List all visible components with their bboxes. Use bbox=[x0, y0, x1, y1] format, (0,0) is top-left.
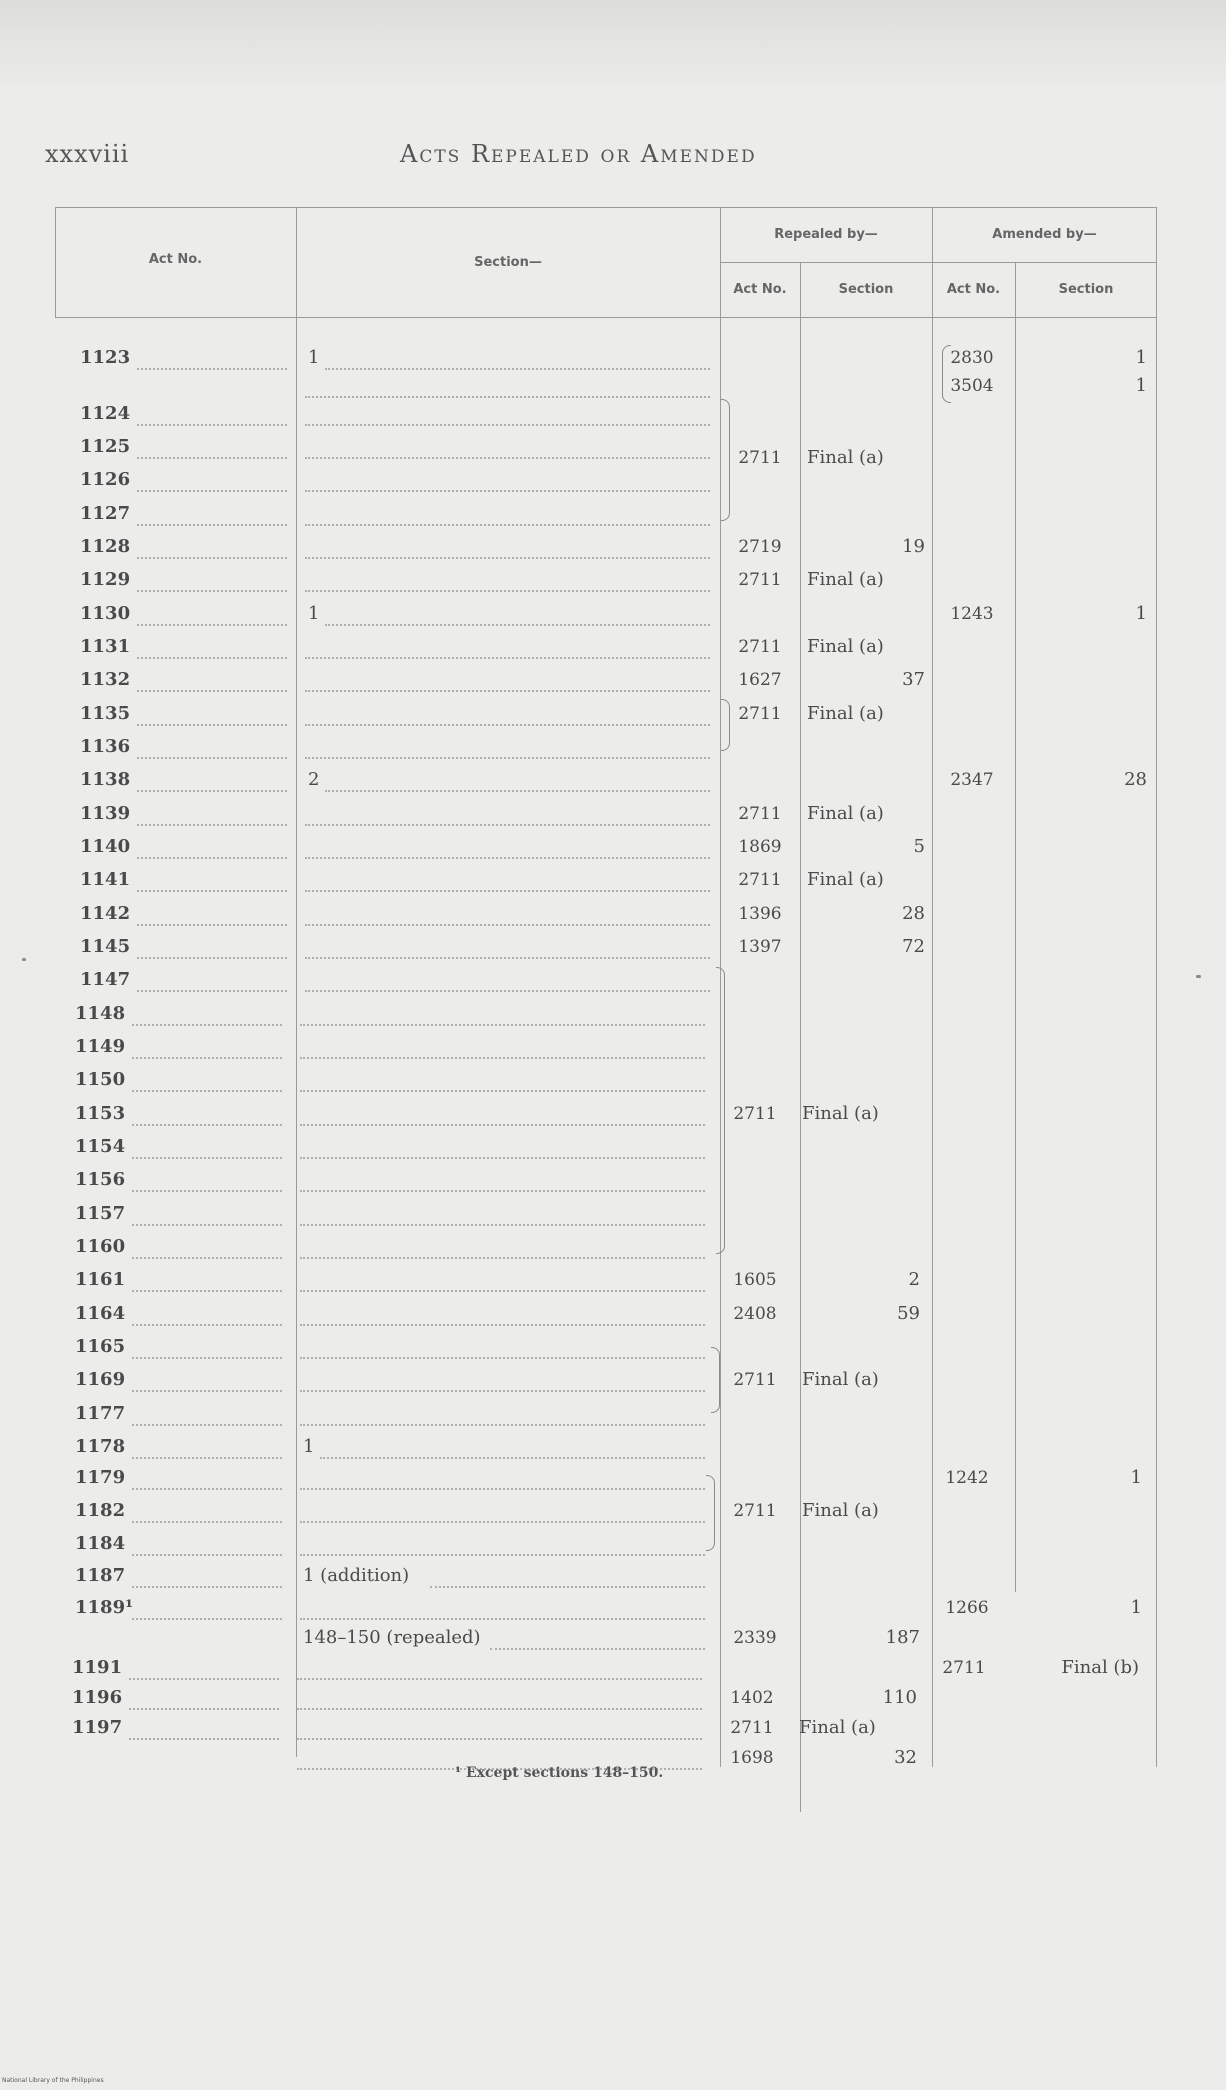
dot-leader bbox=[300, 1324, 705, 1326]
header-repealed-section: Section bbox=[838, 282, 894, 297]
table-row bbox=[55, 703, 1157, 735]
act-number: 1127 bbox=[80, 503, 131, 524]
table-row bbox=[55, 569, 1157, 601]
table-row bbox=[55, 1627, 1157, 1659]
dot-leader bbox=[132, 1124, 282, 1126]
dot-leader bbox=[305, 590, 710, 592]
section-ref: 2 bbox=[308, 769, 320, 790]
repealed-section: Final (a) bbox=[802, 1369, 879, 1390]
repealed-act-no: 2711 bbox=[738, 704, 782, 724]
repealed-section: Final (a) bbox=[807, 869, 884, 890]
dot-leader bbox=[305, 490, 710, 492]
table-row bbox=[55, 803, 1157, 835]
repealed-section: 110 bbox=[882, 1687, 917, 1708]
repealed-act-no: 2711 bbox=[730, 1718, 774, 1738]
dot-leader bbox=[300, 1157, 705, 1159]
dot-leader bbox=[132, 1488, 282, 1490]
act-number: 1131 bbox=[80, 636, 131, 657]
dot-leader bbox=[300, 1257, 705, 1259]
page-number: xxxviii bbox=[45, 140, 130, 168]
act-number: 1125 bbox=[80, 436, 131, 457]
dot-leader bbox=[132, 1090, 282, 1092]
act-number: 1161 bbox=[75, 1269, 126, 1290]
footnote: ¹ Except sections 148–150. bbox=[455, 1765, 664, 1781]
repealed-section: 59 bbox=[897, 1303, 920, 1324]
act-number: 1179 bbox=[75, 1467, 126, 1488]
act-number: 1178 bbox=[75, 1436, 126, 1457]
table-row bbox=[55, 1169, 1157, 1201]
table-row bbox=[55, 503, 1157, 535]
amended-section: 1 bbox=[1135, 603, 1147, 624]
repealed-act-no: 1397 bbox=[738, 937, 782, 957]
act-number: 1191 bbox=[72, 1657, 123, 1678]
repealed-section: 32 bbox=[894, 1747, 917, 1768]
act-number: 1142 bbox=[80, 903, 131, 924]
dot-leader bbox=[300, 1124, 705, 1126]
dot-leader bbox=[300, 1290, 705, 1292]
table-row bbox=[55, 869, 1157, 901]
act-number: 1156 bbox=[75, 1169, 126, 1190]
dot-leader bbox=[132, 1357, 282, 1359]
act-number: 1187 bbox=[75, 1565, 126, 1586]
dot-leader bbox=[137, 368, 287, 370]
repealed-section: 28 bbox=[902, 903, 925, 924]
act-number: 1140 bbox=[80, 836, 131, 857]
act-number: 1138 bbox=[80, 769, 131, 790]
dot-leader bbox=[305, 690, 710, 692]
dot-leader bbox=[305, 957, 710, 959]
table-row bbox=[55, 769, 1157, 801]
table-row bbox=[55, 669, 1157, 701]
repealed-act-no: 2711 bbox=[733, 1501, 777, 1521]
act-number: 1147 bbox=[80, 969, 131, 990]
table-row bbox=[55, 1103, 1157, 1135]
repealed-act-no: 2711 bbox=[738, 448, 782, 468]
act-number: 1157 bbox=[75, 1203, 126, 1224]
repealed-act-no: 1605 bbox=[733, 1270, 777, 1290]
dot-leader bbox=[132, 1521, 282, 1523]
dot-leader bbox=[300, 1357, 705, 1359]
act-number: 1148 bbox=[75, 1003, 126, 1024]
dot-leader bbox=[490, 1648, 705, 1650]
header-amended-by: Amended by— bbox=[992, 227, 1097, 242]
dot-leader bbox=[137, 624, 287, 626]
act-number: 1154 bbox=[75, 1136, 126, 1157]
repealed-act-no: 2711 bbox=[733, 1370, 777, 1390]
repealed-section: 72 bbox=[902, 936, 925, 957]
amended-section: 1 bbox=[1130, 1467, 1142, 1488]
dot-leader bbox=[132, 1424, 282, 1426]
acts-table bbox=[55, 207, 1157, 1767]
page-title: Acts Repealed or Amended bbox=[400, 140, 757, 168]
table-row bbox=[55, 1467, 1157, 1499]
dot-leader bbox=[132, 1586, 282, 1588]
repealed-act-no: 2339 bbox=[733, 1628, 777, 1648]
table-row bbox=[55, 1565, 1157, 1597]
dot-leader bbox=[305, 824, 710, 826]
table-row bbox=[55, 1336, 1157, 1368]
table-row bbox=[55, 1203, 1157, 1235]
repealed-act-no: 2711 bbox=[738, 804, 782, 824]
section-ref: 1 bbox=[308, 603, 320, 624]
dot-leader bbox=[137, 757, 287, 759]
table-row bbox=[55, 1236, 1157, 1268]
scan-shadow bbox=[0, 0, 1226, 90]
table-row bbox=[55, 936, 1157, 968]
table-row bbox=[55, 636, 1157, 668]
header-repealed-act-no: Act No. bbox=[733, 282, 787, 297]
act-number: 1123 bbox=[80, 347, 131, 368]
dot-leader bbox=[129, 1678, 279, 1680]
repealed-act-no: 2711 bbox=[738, 570, 782, 590]
dot-leader bbox=[305, 990, 710, 992]
repealed-section: Final (a) bbox=[799, 1717, 876, 1738]
repealed-act-no: 1698 bbox=[730, 1748, 774, 1768]
repealed-section: 2 bbox=[908, 1269, 920, 1290]
table-row bbox=[55, 1369, 1157, 1401]
table-row bbox=[55, 1036, 1157, 1068]
act-number: 1165 bbox=[75, 1336, 126, 1357]
act-number: 1132 bbox=[80, 669, 131, 690]
repealed-act-no: 1627 bbox=[738, 670, 782, 690]
act-number: 1150 bbox=[75, 1069, 126, 1090]
table-row bbox=[55, 536, 1157, 568]
dot-leader bbox=[132, 1618, 282, 1620]
dot-leader bbox=[137, 890, 287, 892]
scan-speck bbox=[22, 958, 26, 961]
table-row bbox=[55, 836, 1157, 868]
dot-leader bbox=[137, 790, 287, 792]
dot-leader bbox=[300, 1424, 705, 1426]
header-bottom-rule bbox=[55, 317, 1157, 318]
dot-leader bbox=[305, 524, 710, 526]
dot-leader bbox=[137, 690, 287, 692]
dot-leader bbox=[305, 890, 710, 892]
table-row bbox=[55, 736, 1157, 768]
dot-leader bbox=[320, 1457, 705, 1459]
dot-leader bbox=[300, 1618, 705, 1620]
act-number: 1189¹ bbox=[75, 1597, 133, 1618]
repealed-act-no: 2711 bbox=[738, 637, 782, 657]
repealed-section: Final (a) bbox=[807, 703, 884, 724]
dot-leader bbox=[132, 1324, 282, 1326]
repealed-section: Final (a) bbox=[807, 636, 884, 657]
dot-leader bbox=[132, 1390, 282, 1392]
header-act-no: Act No. bbox=[148, 252, 203, 267]
dot-leader bbox=[297, 1738, 702, 1740]
dot-leader bbox=[137, 824, 287, 826]
amended-act-no: 2711 bbox=[942, 1658, 986, 1678]
dot-leader bbox=[129, 1708, 279, 1710]
table-row bbox=[55, 1403, 1157, 1435]
repealed-act-no: 2711 bbox=[733, 1104, 777, 1124]
table-row bbox=[55, 1436, 1157, 1468]
dot-leader bbox=[137, 424, 287, 426]
dot-leader bbox=[137, 957, 287, 959]
dot-leader bbox=[137, 657, 287, 659]
group-header-rule bbox=[720, 262, 1157, 263]
act-number: 1130 bbox=[80, 603, 131, 624]
repealed-act-no: 1402 bbox=[730, 1688, 774, 1708]
act-number: 1184 bbox=[75, 1533, 126, 1554]
table-row bbox=[55, 1533, 1157, 1565]
dot-leader bbox=[305, 424, 710, 426]
dot-leader bbox=[300, 1190, 705, 1192]
dot-leader bbox=[297, 1708, 702, 1710]
dot-leader bbox=[325, 790, 710, 792]
act-number: 1124 bbox=[80, 403, 131, 424]
dot-leader bbox=[137, 457, 287, 459]
dot-leader bbox=[305, 857, 710, 859]
amended-section: 28 bbox=[1124, 769, 1147, 790]
dot-leader bbox=[137, 590, 287, 592]
table-row bbox=[55, 1500, 1157, 1532]
section-ref: 1 bbox=[308, 347, 320, 368]
repealed-section: Final (a) bbox=[807, 803, 884, 824]
repealed-section: Final (a) bbox=[807, 569, 884, 590]
dot-leader bbox=[305, 657, 710, 659]
dot-leader bbox=[300, 1090, 705, 1092]
amended-act-no: 2830 bbox=[950, 348, 994, 368]
dot-leader bbox=[132, 1157, 282, 1159]
table-row bbox=[55, 447, 1157, 501]
act-number: 1197 bbox=[72, 1717, 123, 1738]
dot-leader bbox=[132, 1457, 282, 1459]
repealed-act-no: 2719 bbox=[738, 537, 782, 557]
table-row bbox=[55, 1657, 1157, 1689]
act-number: 1149 bbox=[75, 1036, 126, 1057]
dot-leader bbox=[137, 990, 287, 992]
scan-credit: National Library of the Philippines bbox=[2, 2077, 104, 2084]
dot-leader bbox=[132, 1190, 282, 1192]
dot-leader bbox=[300, 1488, 705, 1490]
dot-leader bbox=[137, 490, 287, 492]
table-row bbox=[55, 1303, 1157, 1335]
amended-section: 1 bbox=[1135, 375, 1147, 396]
dot-leader bbox=[300, 1521, 705, 1523]
act-number: 1182 bbox=[75, 1500, 126, 1521]
act-number: 1141 bbox=[80, 869, 131, 890]
dot-leader bbox=[430, 1586, 705, 1588]
amended-section: 1 bbox=[1135, 347, 1147, 368]
act-number: 1196 bbox=[72, 1687, 123, 1708]
act-number: 1136 bbox=[80, 736, 131, 757]
act-number: 1169 bbox=[75, 1369, 126, 1390]
dot-leader bbox=[132, 1024, 282, 1026]
dot-leader bbox=[305, 396, 710, 398]
table-row bbox=[55, 969, 1157, 1001]
section-ref: 1 bbox=[303, 1436, 315, 1457]
act-number: 1164 bbox=[75, 1303, 126, 1324]
dot-leader bbox=[300, 1024, 705, 1026]
amended-section: 1 bbox=[1130, 1597, 1142, 1618]
dot-leader bbox=[305, 757, 710, 759]
repealed-section: 5 bbox=[913, 836, 925, 857]
table-row bbox=[55, 403, 1157, 435]
repealed-act-no: 2408 bbox=[733, 1304, 777, 1324]
act-number: 1145 bbox=[80, 936, 131, 957]
header-amended-act-no: Act No. bbox=[946, 282, 1001, 297]
amended-act-no: 1243 bbox=[950, 604, 994, 624]
dot-leader bbox=[300, 1390, 705, 1392]
act-number: 1139 bbox=[80, 803, 131, 824]
section-ref: 148–150 (repealed) bbox=[303, 1627, 481, 1648]
dot-leader bbox=[300, 1057, 705, 1059]
header-section: Section— bbox=[474, 255, 542, 270]
repealed-section: 37 bbox=[902, 669, 925, 690]
table-row bbox=[55, 436, 1157, 468]
dot-leader bbox=[305, 557, 710, 559]
table-row bbox=[55, 1136, 1157, 1168]
amended-act-no: 1242 bbox=[945, 1468, 989, 1488]
dot-leader bbox=[305, 924, 710, 926]
repealed-act-no: 1869 bbox=[738, 837, 782, 857]
amended-section: Final (b) bbox=[1061, 1657, 1139, 1678]
repealed-section: Final (a) bbox=[802, 1103, 879, 1124]
dot-leader bbox=[132, 1224, 282, 1226]
repealed-section: 19 bbox=[902, 536, 925, 557]
act-number: 1126 bbox=[80, 469, 131, 490]
section-ref: 1 (addition) bbox=[303, 1565, 410, 1586]
dot-leader bbox=[132, 1257, 282, 1259]
act-number: 1129 bbox=[80, 569, 131, 590]
dot-leader bbox=[297, 1678, 702, 1680]
act-number: 1177 bbox=[75, 1403, 126, 1424]
table-row bbox=[55, 603, 1157, 635]
dot-leader bbox=[300, 1554, 705, 1556]
dot-leader bbox=[132, 1057, 282, 1059]
repealed-section: Final (a) bbox=[807, 447, 884, 468]
table-row bbox=[55, 903, 1157, 935]
repealed-act-no: 2711 bbox=[738, 870, 782, 890]
dot-leader bbox=[305, 457, 710, 459]
dot-leader bbox=[137, 524, 287, 526]
amended-act-no: 1266 bbox=[945, 1598, 989, 1618]
table-row bbox=[55, 1717, 1157, 1749]
dot-leader bbox=[137, 557, 287, 559]
table-top-rule bbox=[55, 207, 1157, 208]
header-repealed-by: Repealed by— bbox=[774, 227, 878, 242]
amended-act-no: 2347 bbox=[950, 770, 994, 790]
table-row bbox=[55, 1269, 1157, 1301]
act-number: 1153 bbox=[75, 1103, 126, 1124]
repealed-section: Final (a) bbox=[802, 1500, 879, 1521]
dot-leader bbox=[129, 1738, 279, 1740]
dot-leader bbox=[137, 724, 287, 726]
amended-act-no: 3504 bbox=[950, 376, 994, 396]
act-number: 1135 bbox=[80, 703, 131, 724]
dot-leader bbox=[305, 724, 710, 726]
dot-leader bbox=[132, 1290, 282, 1292]
header-amended-section: Section bbox=[1058, 282, 1114, 297]
act-number: 1160 bbox=[75, 1236, 126, 1257]
table-row bbox=[55, 1003, 1157, 1035]
repealed-act-no: 1396 bbox=[738, 904, 782, 924]
scan-speck bbox=[1196, 975, 1201, 978]
dot-leader bbox=[137, 924, 287, 926]
table-row bbox=[55, 1597, 1157, 1629]
table-row bbox=[55, 1687, 1157, 1719]
table-row bbox=[55, 1069, 1157, 1101]
repealed-section: 187 bbox=[885, 1627, 920, 1648]
act-number: 1128 bbox=[80, 536, 131, 557]
dot-leader bbox=[137, 857, 287, 859]
dot-leader bbox=[300, 1224, 705, 1226]
dot-leader bbox=[325, 368, 710, 370]
dot-leader bbox=[132, 1554, 282, 1556]
dot-leader bbox=[325, 624, 710, 626]
